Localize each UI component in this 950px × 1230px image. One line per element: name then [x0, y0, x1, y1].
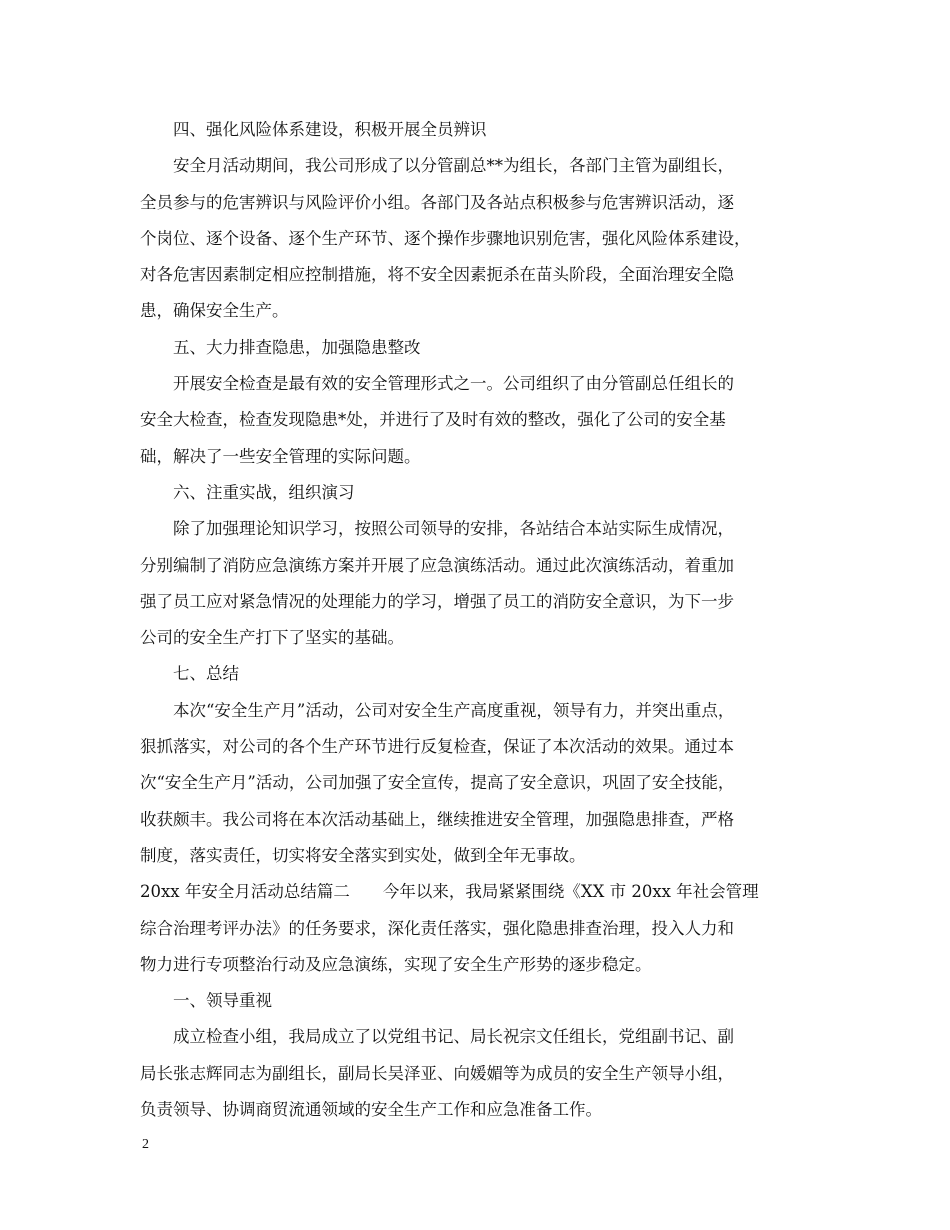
- text-line: 安全月活动期间，我公司形成了以分管副总**为组长，各部门主管为副组长，: [173, 156, 734, 176]
- text-line: 局长张志辉同志为副组长，副局长吴泽亚、向媛媚等为成员的安全生产领导小组，: [140, 1063, 734, 1083]
- text-line: 综合治理考评办法》的任务要求，深化责任落实，强化隐患排查治理，投入人力和: [140, 918, 734, 938]
- document-body: [140, 112, 830, 1128]
- text-line: 对各危害因素制定相应控制措施，将不安全因素扼杀在苗头阶段，全面治理安全隐: [140, 265, 734, 285]
- text-line: 个岗位、逐个设备、逐个生产环节、逐个操作步骤地识别危害，强化风险体系建设，: [140, 228, 751, 248]
- text-line: 全员参与的危害辨识与风险评价小组。各部门及各站点积极参与危害辨识活动，逐: [140, 192, 734, 212]
- text-line: 一、领导重视: [173, 991, 272, 1011]
- text-line: 安全大检查，检查发现隐患*处，并进行了及时有效的整改，强化了公司的安全基: [140, 410, 726, 430]
- text-line: 除了加强理论知识学习，按照公司领导的安排，各站结合本站实际生成情况，: [173, 519, 734, 539]
- text-line: 制度，落实责任，切实将安全落实到实处，做到全年无事故。: [140, 845, 586, 865]
- text-line: 强了员工应对紧急情况的处理能力的学习，增强了员工的消防安全意识，为下一步: [140, 591, 734, 611]
- text-line: 次“安全生产月”活动，公司加强了安全宣传，提高了安全意识，巩固了安全技能，: [140, 773, 735, 793]
- text-line: 收获颇丰。我公司将在本次活动基础上，继续推进安全管理，加强隐患排查，严格: [140, 809, 734, 829]
- text-line: 20xx 年安全月活动总结篇二 今年以来，我局紧紧围绕《XX 市 20xx 年社会管理: [140, 882, 759, 902]
- text-line: 六、注重实战，组织演习: [173, 482, 355, 502]
- text-line: 本次“安全生产月”活动，公司对安全生产高度重视，领导有力，并突出重点，: [173, 700, 735, 720]
- text-line: 分别编制了消防应急演练方案并开展了应急演练活动。通过此次演练活动，着重加: [140, 555, 734, 575]
- text-line: 狠抓落实，对公司的各个生产环节进行反复检查，保证了本次活动的效果。通过本: [140, 737, 734, 757]
- text-line: 开展安全检查是最有效的安全管理形式之一。公司组织了由分管副总任组长的: [173, 374, 734, 394]
- text-line: 五、大力排查隐患，加强隐患整改: [173, 337, 421, 357]
- text-line: 公司的安全生产打下了坚实的基础。: [140, 628, 404, 648]
- text-line: 物力进行专项整治行动及应急演练，实现了安全生产形势的逐步稳定。: [140, 954, 652, 974]
- page-number: 2: [142, 1137, 149, 1152]
- text-line: 患，确保安全生产。: [140, 301, 289, 321]
- text-line: 七、总结: [173, 664, 239, 684]
- text-line: 四、强化风险体系建设，积极开展全员辨识: [173, 120, 487, 139]
- text-line: 础，解决了一些安全管理的实际问题。: [140, 446, 421, 466]
- text-line: 成立检查小组，我局成立了以党组书记、局长祝宗文任组长，党组副书记、副: [173, 1027, 734, 1047]
- text-line: 负责领导、协调商贸流通领域的安全生产工作和应急准备工作。: [140, 1100, 602, 1120]
